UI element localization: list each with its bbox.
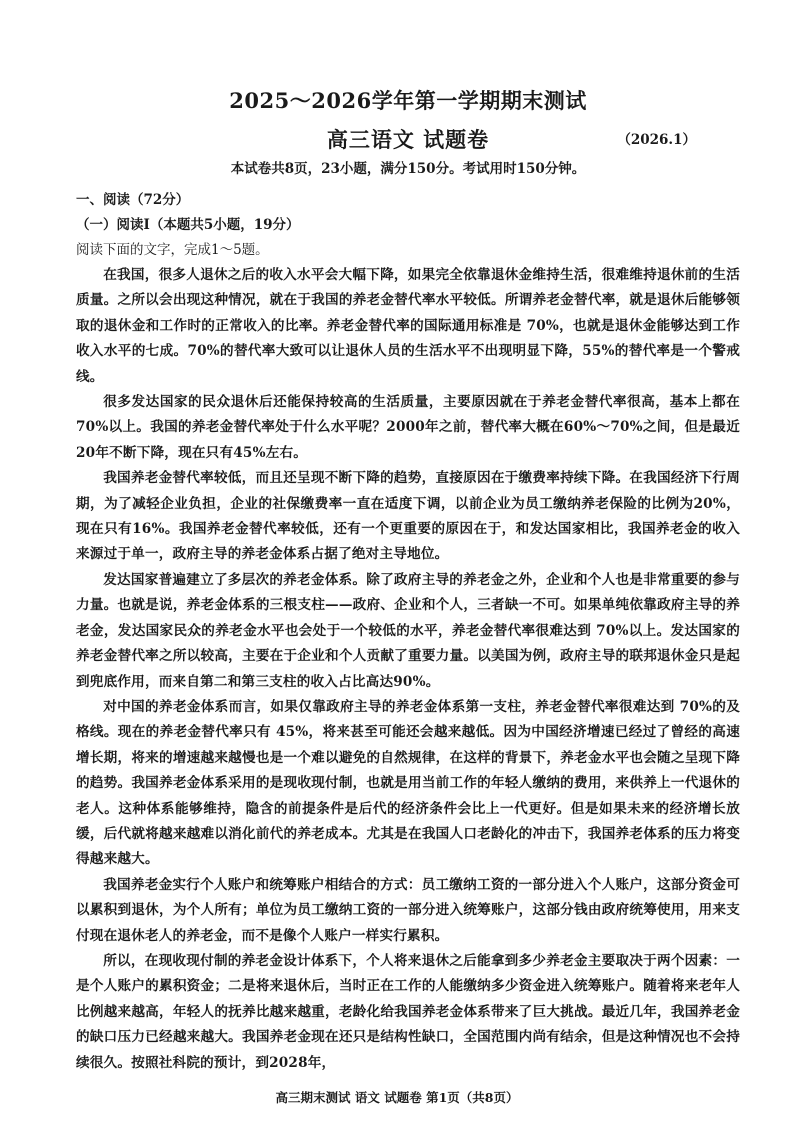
- page-footer: 高三期末测试 语文 试题卷 第1页（共8页）: [275, 1090, 519, 1105]
- passage-paragraph: 所以，在现收现付制的养老金设计体系下，个人将来退休之后能拿到多少养老金主要取决于两个因素：一是个人账户的累积资金；二是将来退休后，当时正在工作的人能缴纳多少资金进入统筹账户。随着将来老年人比例越来越高，年轻人的抚养比越来越重，老龄化给我国养老金体系带来了巨大挑战。最近几年，我国养老金的缺口压力已经越来越大。我国养老金现在还只是结构性缺口，全国范围内尚有结余，但是这种情况也不会持续很久。按照社科院的预计，到2028年，: [76, 952, 740, 1071]
- passage-paragraph: 我国养老金替代率较低，而且还呈现不断下降的趋势，直接原因在于缴费率持续下降。在我国经济下行周期，为了减轻企业负担，企业的社保缴费率一直在适度下调，以前企业为员工缴纳养老保险的比例为20%，现在只有16%。我国养老金替代率较低，还有一个更重要的原因在于，和发达国家相比，我国养老金的收入来源过于单一，政府主导的养老金体系占据了绝对主导地位。: [76, 470, 740, 563]
- passage-paragraph: 发达国家普遍建立了多层次的养老金体系。除了政府主导的养老金之外，企业和个人也是非常重要的参与力量。也就是说，养老金体系的三根支柱——政府、企业和个人，三者缺一不可。如果单纯依靠政府主导的养老金，发达国家民众的养老金水平也会处于一个较低的水平，养老金替代率很难达到 70%以上。发达国家的养老金替代率之所以较高，主要在于企业和个人贡献了重要力量。以美国为例，政府主导的联邦退休金只是起到兜底作用，而来自第二和第三支柱的收入占比高达90%。: [76, 571, 740, 690]
- passage-paragraph: 在我国，很多人退休之后的收入水平会大幅下降，如果完全依靠退休金维持生活，很难维持退休前的生活质量。之所以会出现这种情况，就在于我国的养老金替代率水平较低。所谓养老金替代率，就是退休后能够领取的退休金和工作时的正常收入的比率。养老金替代率的国际通用标准是 70%，也就是退休金能够达到工作收入水平的七成。70%的替代率大致可以让退休人员的生活水平不出现明显下降，55%的替代率是一个警戒线。: [76, 267, 740, 385]
- passage-paragraph: 很多发达国家的民众退休后还能保持较高的生活质量，主要原因就在于养老金替代率很高，基本上都在70%以上。我国的养老金替代率处于什么水平呢？2000年之前，替代率大概在60%～70%之间，但是最近20年不断下降，现在只有45%左右。: [76, 394, 740, 461]
- subsection-heading: （一）阅读Ⅰ（本题共5小题，19分）: [76, 217, 300, 233]
- exam-subtitle: 高三语文 试题卷: [326, 127, 490, 152]
- exam-date: （2026.1）: [617, 132, 696, 148]
- section-heading: 一、阅读（72分）: [76, 192, 190, 208]
- exam-title: 2025～2026学年第一学期期末测试: [229, 88, 587, 113]
- passage-paragraph: 我国养老金实行个人账户和统筹账户相结合的方式：员工缴纳工资的一部分进入个人账户，这部分资金可以累积到退休，为个人所有；单位为员工缴纳工资的一部分进入统筹账户，这部分钱由政府统筹使用，用来支付现在退休老人的养老金，而不是像个人账户一样实行累积。: [76, 876, 740, 944]
- passage-paragraph: 对中国的养老金体系而言，如果仅靠政府主导的养老金体系第一支柱，养老金替代率很难达到 70%的及格线。现在的养老金替代率只有 45%，将来甚至可能还会越来越低。因为中国经济增速已经过了曾经的高速增长期，将来的增速越来越慢也是一个难以避免的自然规律，在这样的背景下，养老金水平也会随之呈现下降的趋势。我国养老金体系采用的是现收现付制，也就是用当前工作的年轻人缴纳的费用，来供养上一代退休的老人。这种体系能够维持，隐含的前提条件是后代的经济条件会比上一代更好。但是如果未来的经济增长放缓，后代就将越来越难以消化前代的养老成本。尤其是在我国人口老龄化的冲击下，我国养老体系的压力将变得越来越大。: [76, 698, 740, 868]
- exam-info: 本试卷共8页，23小题，满分150分。考试用时150分钟。: [230, 161, 586, 177]
- reading-instruction: 阅读下面的文字，完成1～5题。: [76, 242, 269, 258]
- subtitle-row: [76, 124, 740, 156]
- reading-passage: [76, 263, 740, 1076]
